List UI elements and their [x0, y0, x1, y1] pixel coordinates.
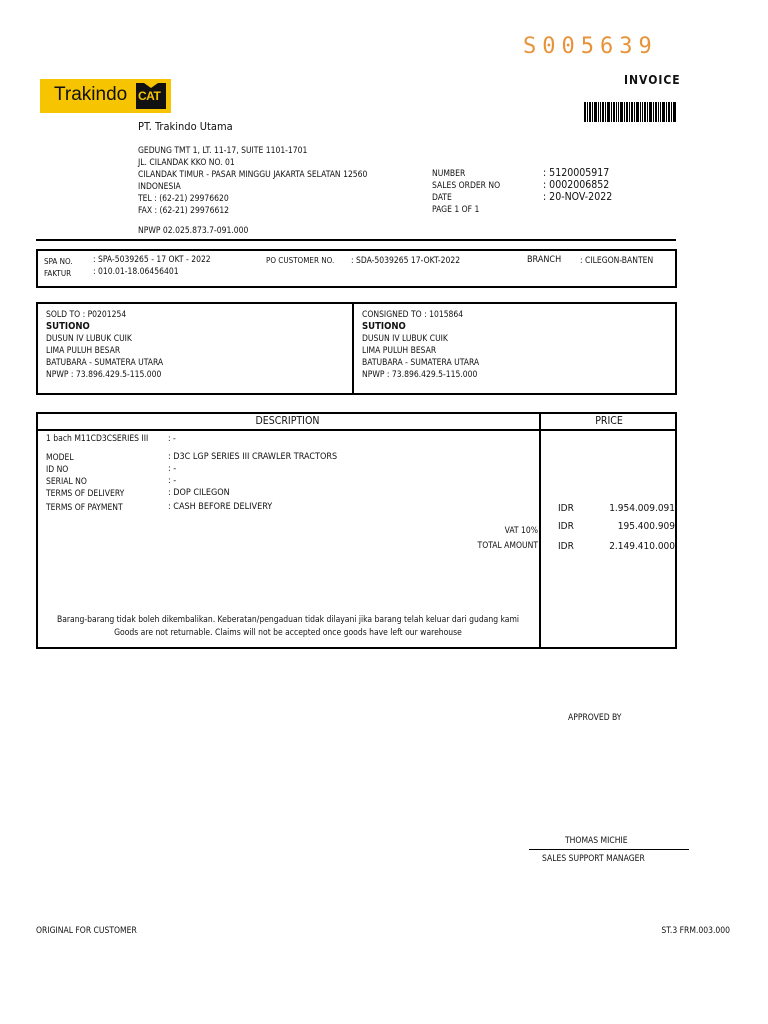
- branch-value: : CILEGON-BANTEN: [580, 256, 654, 266]
- sold-to-npwp: NPWP : 73.896.429.5-115.000: [46, 370, 162, 380]
- company-logo: [40, 79, 171, 113]
- header-divider: [36, 239, 676, 241]
- currency-vat: IDR: [558, 521, 574, 532]
- sold-to-line: DUSUN IV LUBUK CUIK: [46, 334, 132, 344]
- delivery-terms-value: : DOP CILEGON: [168, 488, 230, 498]
- model-label: MODEL: [46, 453, 74, 463]
- serial-no-value: : -: [168, 476, 177, 486]
- po-customer-value: : SDA-5039265 17-OKT-2022: [351, 256, 461, 266]
- consigned-to-block: [362, 309, 479, 381]
- sold-to-block: [46, 309, 163, 381]
- consigned-to-npwp: NPWP : 73.896.429.5-115.000: [362, 370, 478, 380]
- vat-amount: 195.400.909: [617, 521, 675, 532]
- items-column-divider: [539, 412, 541, 649]
- payment-terms-value: : CASH BEFORE DELIVERY: [168, 502, 273, 512]
- company-npwp: NPWP 02.025.873.7-091.000: [138, 226, 249, 236]
- return-policy-en: Goods are not returnable. Claims will not be accepted once goods have left our warehouse: [114, 628, 462, 638]
- parties-divider: [352, 302, 354, 395]
- price-header: PRICE: [595, 415, 623, 427]
- serial-no-label: SERIAL NO: [46, 477, 87, 487]
- document-title: INVOICE: [624, 73, 681, 87]
- currency-subtotal: IDR: [558, 503, 574, 514]
- subtotal-amount: 1.954.009.091: [609, 503, 675, 514]
- return-policy-id: Barang-barang tidak boleh dikembalikan. Keberatan/pengaduan tidak dilayani jika barang telah keluar dari gudang kami: [56, 615, 520, 625]
- cat-logo-icon: [136, 83, 166, 109]
- invoice-meta-labels: [432, 168, 500, 216]
- currency-total: IDR: [558, 541, 574, 552]
- address-line: GEDUNG TMT 1, LT. 11-17, SUITE 1101-1701: [138, 146, 308, 156]
- barcode-icon: [584, 102, 676, 122]
- footer-form-code: ST.3 FRM.003.000: [661, 926, 730, 936]
- consigned-to-line: DUSUN IV LUBUK CUIK: [362, 334, 448, 344]
- sales-order-value: : 0002006852: [543, 179, 610, 191]
- signer-name: THOMAS MICHIE: [565, 836, 628, 846]
- spa-faktur-labels: [44, 256, 73, 280]
- consigned-to-name: SUTIONO: [362, 321, 406, 332]
- consigned-to-header: CONSIGNED TO : 1015864: [362, 310, 464, 320]
- delivery-terms-label: TERMS OF DELIVERY: [46, 489, 125, 499]
- number-label: NUMBER: [432, 169, 466, 179]
- spa-value: : SPA-5039265 - 17 OKT - 2022: [93, 255, 211, 265]
- id-no-label: ID NO: [46, 465, 69, 475]
- spa-label: SPA NO.: [44, 257, 73, 266]
- logo-brand-text: Trakindo: [54, 84, 128, 105]
- serial-number: S005639: [523, 34, 658, 59]
- signer-title: SALES SUPPORT MANAGER: [542, 854, 645, 864]
- approved-by-label: APPROVED BY: [568, 713, 622, 723]
- total-amount: 2.149.410.000: [609, 541, 675, 552]
- address-line: TEL : (62-21) 29976620: [138, 194, 229, 204]
- address-line: INDONESIA: [138, 182, 181, 192]
- items-header-rule: [36, 429, 677, 431]
- invoice-meta-values: [543, 167, 612, 203]
- spa-faktur-values: [93, 254, 211, 278]
- date-value: : 20-NOV-2022: [543, 191, 613, 203]
- consigned-to-line: LIMA PULUH BESAR: [362, 346, 437, 356]
- sold-to-line: LIMA PULUH BESAR: [46, 346, 121, 356]
- cat-mark-text: CAT: [138, 89, 161, 103]
- date-label: DATE: [432, 193, 452, 203]
- faktur-label: FAKTUR: [44, 269, 72, 278]
- id-no-value: : -: [168, 464, 177, 474]
- item-detail-labels: [46, 452, 124, 514]
- vat-label: VAT 10%: [504, 526, 538, 536]
- company-name: PT. Trakindo Utama: [138, 120, 233, 133]
- total-amount-label: TOTAL AMOUNT: [477, 541, 538, 551]
- address-line: CILANDAK TIMUR - PASAR MINGGU JAKARTA SELATAN 12560: [138, 170, 368, 180]
- model-value: : D3C LGP SERIES III CRAWLER TRACTORS: [168, 452, 338, 462]
- faktur-value: : 010.01-18.06456401: [93, 267, 179, 277]
- sold-to-name: SUTIONO: [46, 321, 90, 332]
- sold-to-line: BATUBARA - SUMATERA UTARA: [46, 358, 164, 368]
- payment-terms-label: TERMS OF PAYMENT: [46, 503, 123, 513]
- footer-copy-label: ORIGINAL FOR CUSTOMER: [36, 926, 137, 936]
- item-detail-values: [168, 451, 337, 513]
- sold-to-header: SOLD TO : P0201254: [46, 310, 127, 320]
- consigned-to-line: BATUBARA - SUMATERA UTARA: [362, 358, 480, 368]
- number-value: : 5120005917: [543, 167, 610, 179]
- branch-label: BRANCH: [527, 255, 562, 265]
- item-line-label: 1 bach M11CD3CSERIES III: [46, 434, 149, 444]
- signature-line: [529, 849, 689, 850]
- description-header: DESCRIPTION: [255, 415, 320, 427]
- sales-order-label: SALES ORDER NO: [432, 181, 501, 191]
- page-label: PAGE 1 OF 1: [432, 205, 480, 215]
- item-line-value: : -: [168, 434, 176, 444]
- po-customer-label: PO CUSTOMER NO.: [266, 256, 335, 265]
- company-address: [138, 145, 367, 217]
- address-line: FAX : (62-21) 29976612: [138, 206, 230, 216]
- address-line: JL. CILANDAK KKO NO. 01: [138, 158, 235, 168]
